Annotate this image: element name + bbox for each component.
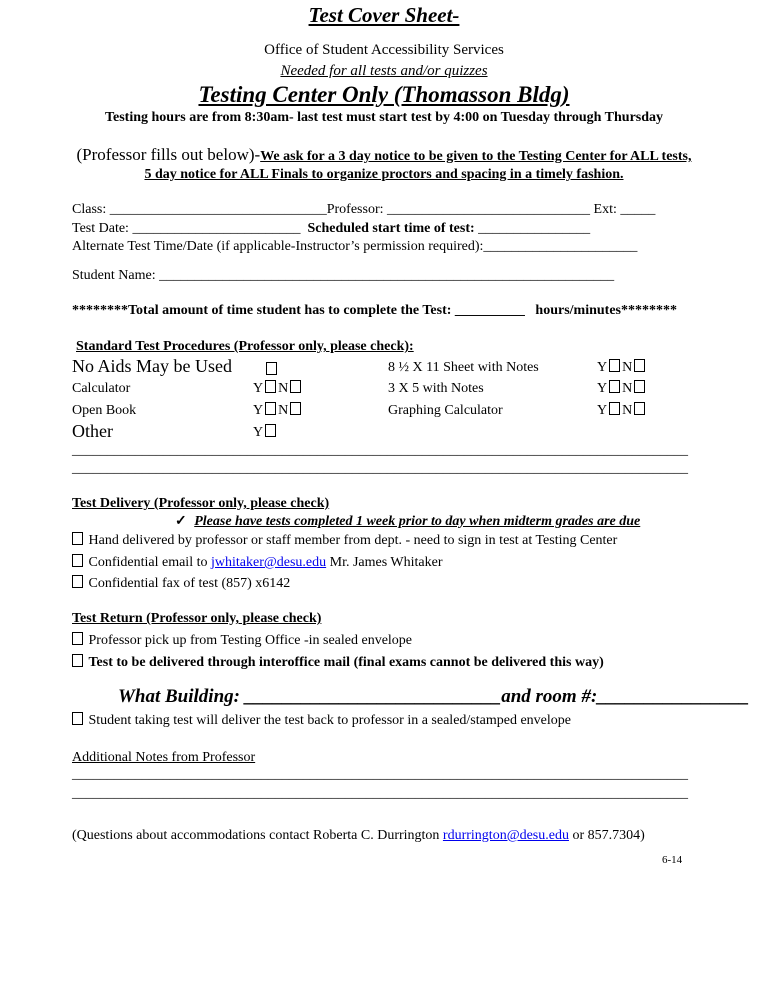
notice-text-1: We ask for a 3 day notice to be given to the Testing Center for ALL tests, — [260, 149, 692, 164]
interoffice-label: Test to be delivered through interoffice mail (final exams cannot be delivered this way) — [88, 655, 604, 670]
no-label: N — [278, 403, 289, 418]
alternate-label: Alternate Test Time/Date (if applicable-Instructor’s permission required): — [72, 239, 484, 254]
form-code: 6-14 — [662, 854, 683, 866]
yes-label: Y — [597, 360, 608, 375]
sheet-notes-yes-checkbox[interactable] — [609, 359, 620, 372]
delivery-heading: Test Delivery (Professor only, please check) — [72, 496, 330, 511]
calculator-yes-checkbox[interactable] — [265, 380, 276, 393]
yes-label: Y — [597, 381, 608, 396]
email-contact: Mr. James Whitaker — [326, 555, 443, 570]
notice-line-1 — [0, 145, 768, 165]
no-label: N — [278, 381, 289, 396]
hand-delivered-row — [72, 532, 617, 549]
other-line-2[interactable]: ________________________________________________________________________________________ — [72, 461, 688, 476]
student-deliver-row — [72, 712, 571, 729]
test-date-label: Test Date: — [72, 221, 133, 236]
yes-label: Y — [253, 403, 264, 418]
class-label: Class: — [72, 202, 110, 217]
other-yn — [253, 424, 278, 441]
notice-lead: (Professor fills out below)- — [76, 145, 261, 164]
notice-line-2: 5 day notice for ALL Finals to organize proctors and spacing in a timely fashion. — [144, 167, 624, 182]
yes-label: Y — [597, 403, 608, 418]
pickup-checkbox[interactable] — [72, 632, 83, 645]
other-yes-checkbox[interactable] — [265, 424, 276, 437]
graphing-yes-checkbox[interactable] — [609, 402, 620, 415]
no-label: N — [622, 403, 633, 418]
yes-label: Y — [253, 425, 264, 440]
delivery-reminder: Please have tests completed 1 week prior to day when midterm grades are due — [194, 514, 641, 529]
alternate-field[interactable]: ______________________ — [483, 239, 638, 254]
ext-label: Ext: — [590, 202, 621, 217]
test-date-row — [72, 221, 590, 237]
other-label: Other — [72, 421, 113, 441]
notes-line-1[interactable]: ________________________________________________________________________________________ — [72, 767, 688, 782]
student-field[interactable]: _________________________________________________________________ — [159, 268, 615, 283]
yes-label: Y — [253, 381, 264, 396]
open-book-yes-checkbox[interactable] — [265, 402, 276, 415]
fax-checkbox[interactable] — [72, 575, 83, 588]
hand-delivered-checkbox[interactable] — [72, 532, 83, 545]
office-name: Office of Student Accessibility Services — [264, 42, 504, 58]
graphing-label: Graphing Calculator — [388, 403, 503, 418]
check-mark-icon: ✓ — [175, 514, 187, 529]
three-by-five-yn — [597, 380, 647, 397]
contact-email-link[interactable]: rdurrington@desu.edu — [442, 828, 569, 843]
notes-heading: Additional Notes from Professor — [72, 750, 256, 765]
other-line-1[interactable]: ________________________________________________________________________________________ — [72, 443, 688, 458]
student-label: Student Name: — [72, 268, 160, 283]
email-link[interactable]: jwhitaker@desu.edu — [210, 555, 327, 570]
no-aids-label: No Aids May be Used — [72, 356, 232, 376]
no-label: N — [622, 381, 633, 396]
student-deliver-checkbox[interactable] — [72, 712, 83, 725]
sheet-notes-yn — [597, 359, 647, 376]
class-field[interactable]: _______________________________ — [109, 202, 327, 217]
notes-line-2[interactable]: ________________________________________________________________________________________ — [72, 786, 688, 801]
questions-text: (Questions about accommodations contact Roberta C. Durrington — [72, 828, 443, 843]
graphing-no-checkbox[interactable] — [634, 402, 645, 415]
open-book-label: Open Book — [72, 403, 137, 418]
page-title: Test Cover Sheet- — [308, 3, 460, 27]
test-date-field[interactable]: ________________________ — [132, 221, 308, 236]
testing-center-heading: Testing Center Only (Thomasson Bldg) — [198, 82, 570, 107]
building-room-field[interactable]: What Building: ___________________________and room #:________________ — [118, 686, 750, 707]
calculator-label: Calculator — [72, 381, 131, 396]
procedures-heading: Standard Test Procedures (Professor only, please check): — [76, 339, 414, 354]
fax-row — [72, 575, 290, 592]
open-book-yn — [253, 402, 303, 419]
calculator-yn — [253, 380, 303, 397]
ext-field[interactable]: _____ — [620, 202, 656, 217]
hand-delivered-label: Hand delivered by professor or staff member from dept. - need to sign in test at Testing Center — [88, 533, 618, 548]
questions-phone: or 857.7304) — [568, 828, 645, 843]
calculator-no-checkbox[interactable] — [290, 380, 301, 393]
class-row — [72, 202, 655, 218]
sheet-notes-no-checkbox[interactable] — [634, 359, 645, 372]
questions-row — [72, 828, 645, 844]
return-heading: Test Return (Professor only, please check) — [72, 611, 322, 626]
email-label: Confidential email to — [88, 555, 211, 570]
pickup-label: Professor pick up from Testing Office -in sealed envelope — [88, 633, 413, 648]
open-book-no-checkbox[interactable] — [290, 402, 301, 415]
email-row — [72, 554, 443, 571]
student-row — [72, 268, 614, 284]
sheet-notes-label: 8 ½ X 11 Sheet with Notes — [388, 360, 539, 375]
no-aids-checkbox[interactable] — [266, 362, 277, 375]
three-by-five-label: 3 X 5 with Notes — [388, 381, 484, 396]
professor-field[interactable]: _____________________________ — [387, 202, 591, 217]
alternate-row — [72, 239, 637, 255]
delivery-reminder-row — [175, 513, 640, 530]
total-time-row: ********Total amount of time student has to complete the Test: __________ hours/minutes******** — [72, 303, 677, 318]
email-checkbox[interactable] — [72, 554, 83, 567]
professor-label: Professor: — [326, 202, 388, 217]
student-deliver-label: Student taking test will deliver the test back to professor in a sealed/stamped envelope — [88, 713, 571, 728]
no-label: N — [622, 360, 633, 375]
needed-note: Needed for all tests and/or quizzes — [280, 63, 488, 79]
interoffice-row — [72, 654, 604, 671]
three-by-five-no-checkbox[interactable] — [634, 380, 645, 393]
pickup-row — [72, 632, 412, 649]
fax-label: Confidential fax of test (857) x6142 — [88, 576, 291, 591]
three-by-five-yes-checkbox[interactable] — [609, 380, 620, 393]
testing-hours: Testing hours are from 8:30am- last test must start test by 4:00 on Tuesday through Thursday — [104, 110, 664, 125]
start-time-field[interactable]: ________________ — [478, 221, 591, 236]
start-time-label: Scheduled start time of test: — [307, 221, 479, 236]
graphing-yn — [597, 402, 647, 419]
interoffice-checkbox[interactable] — [72, 654, 83, 667]
